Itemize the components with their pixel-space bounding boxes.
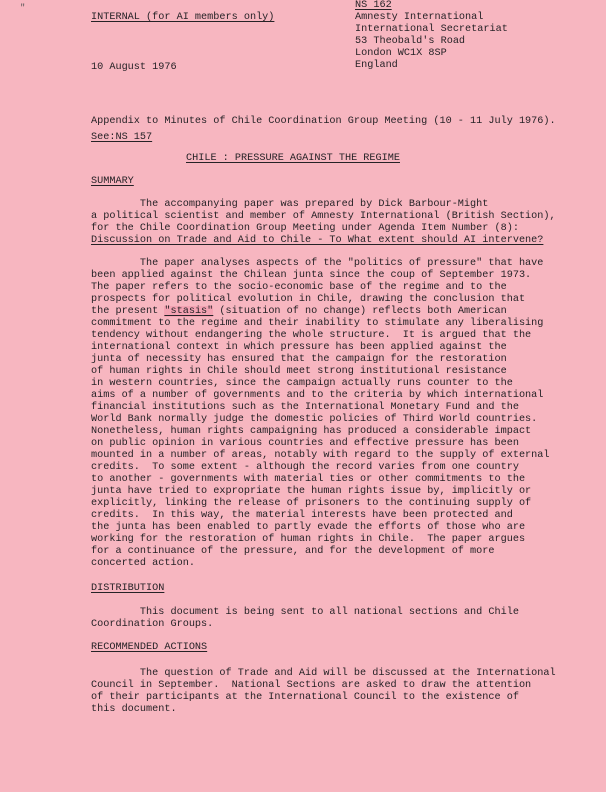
text-line: for a continuance of the pressure, and for the development of more [91,546,495,557]
text-line: the junta has been enabled to partly evade the efforts of those who are [91,522,526,533]
text-line: been applied against the Chilean junta since the coup of September 1973. [91,270,532,281]
text-line: international context in which pressure has been applied against the [91,342,507,353]
text-line: explicitly, linking the release of prisoners to the continuing supply of [91,498,532,509]
text-line: a political scientist and member of Amnesty International (British Section), [91,211,556,222]
summary-body [91,258,550,570]
summary-intro [91,199,556,247]
address-line: London WC1X 8SP [355,48,447,59]
text-line: working for the restoration of human rights in Chile. The paper argues [91,534,526,545]
text-line: The paper refers to the socio-economic base of the regime and to the [91,282,507,293]
distribution-heading: DISTRIBUTION [91,583,165,594]
text-line: prospects for political evolution in Chile, drawing the conclusion that [91,294,526,305]
reference-number: NS 162 [355,0,392,11]
corner-mark: " [20,3,26,13]
address-line: 53 Theobald's Road [355,36,466,47]
text-line: Coordination Groups. [91,619,214,630]
text-line: junta have tried to expropriate the human rights issue by, implicitly or [91,486,532,497]
appendix-title: Appendix to Minutes of Chile Coordination Group Meeting (10 - 11 July 1976). [91,116,556,127]
text-line: Nonetheless, human rights campaigning has produced a considerable impact [91,426,532,437]
text-line: The paper analyses aspects of the "politics of pressure" that have [91,258,544,269]
text-line: credits. In this way, the material interests have been protected and [91,510,513,521]
text-line: junta of necessity has ensured that the campaign for the restoration [91,354,507,365]
stasis-highlight: "stasis" [164,306,214,317]
text-line: of human rights in Chile should meet strong institutional resistance [91,366,507,377]
text-line: World Bank normally judge the domestic policies of Third World countries. [91,414,538,425]
text-line: of their participants at the International Council to the existence of [91,692,519,703]
text-line: concerted action. [91,558,195,569]
agenda-item-line: Discussion on Trade and Aid to Chile - To What extent should AI intervene? [91,235,544,246]
document-date: 10 August 1976 [91,62,177,73]
text-line: aims of a number of governments and to the criteria by which international [91,390,544,401]
text-line: for the Chile Coordination Group Meeting under Agenda Item Number (8): [91,223,519,234]
text-line: commitment to the regime and their inability to stimulate any liberalising [91,318,544,329]
text-line: on public opinion in various countries and effective pressure has been [91,438,519,449]
sender-address [355,12,508,72]
text-line: to another - governments with material ties or other commitments to the [91,474,526,485]
text-line: the present "stasis" (situation of no change) reflects both American [91,306,507,317]
text-line: in western countries, since the campaign actually runs counter to the [91,378,513,389]
address-line: Amnesty International [355,12,484,23]
address-line: England [355,60,398,71]
classification-label: INTERNAL (for AI members only) [91,12,275,23]
see-reference: See:NS 157 [91,132,153,143]
text-line: credits. To some extent - although the record varies from one country [91,462,519,473]
text-line: Council in September. National Sections are asked to draw the attention [91,680,532,691]
text-line: This document is being sent to all national sections and Chile [91,607,519,618]
recommended-actions-text [91,668,556,716]
text-line: mounted in a number of areas, notably with regard to the supply of external [91,450,550,461]
summary-heading: SUMMARY [91,176,134,187]
text-line: this document. [91,704,177,715]
text-line: financial institutions such as the International Monetary Fund and the [91,402,519,413]
document-title: CHILE : PRESSURE AGAINST THE REGIME [186,153,400,164]
text-line: The accompanying paper was prepared by Dick Barbour-Might [91,199,489,210]
text-line: The question of Trade and Aid will be discussed at the International [91,668,556,679]
recommended-actions-heading: RECOMMENDED ACTIONS [91,642,208,653]
text-line: tendency without endangering the whole structure. It is argued that the [91,330,532,341]
distribution-text [91,607,519,631]
address-line: International Secretariat [355,24,508,35]
